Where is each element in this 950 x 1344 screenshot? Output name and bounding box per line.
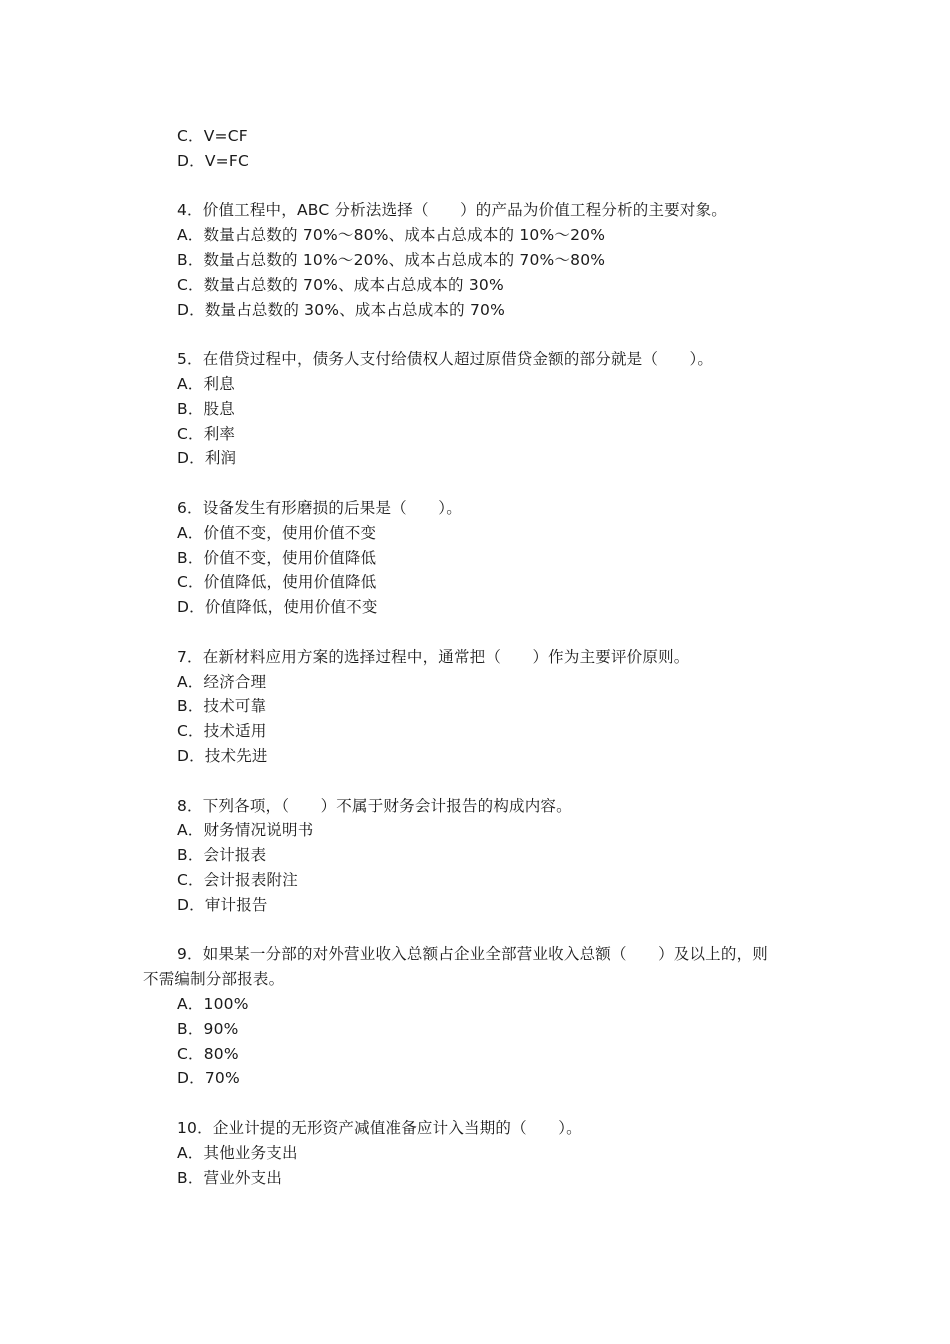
question-line: 4．价值工程中，ABC 分析法选择（ ）的产品为价值工程分析的主要对象。 (177, 201, 727, 219)
option-line: C．利率 (177, 425, 236, 443)
option-line: B．90% (177, 1020, 239, 1038)
question-line: 8．下列各项，（ ）不属于财务会计报告的构成内容。 (177, 797, 572, 815)
option-line: B．数量占总数的 10%～20%、成本占总成本的 70%～80% (177, 251, 606, 269)
question-line: 7．在新材料应用方案的选择过程中，通常把（ ）作为主要评价原则。 (177, 648, 690, 666)
option-line: D．审计报告 (177, 896, 268, 914)
option-line: C．数量占总数的 70%、成本占总成本的 30% (177, 276, 504, 294)
option-line: D．70% (177, 1069, 240, 1087)
option-line: C．价值降低，使用价值降低 (177, 573, 377, 591)
option-line: A．数量占总数的 70%～80%、成本占总成本的 10%～20% (177, 226, 606, 244)
option-line: C．会计报表附注 (177, 871, 298, 889)
option-line: B．技术可靠 (177, 697, 267, 715)
question-line: 10．企业计提的无形资产减值准备应计入当期的（ ）。 (177, 1119, 582, 1137)
option-line: D．利润 (177, 449, 237, 467)
option-line: A．利息 (177, 375, 235, 393)
option-line: A．财务情况说明书 (177, 821, 314, 839)
option-line: A．其他业务支出 (177, 1144, 298, 1162)
option-line: D．价值降低，使用价值不变 (177, 598, 378, 616)
option-line: D．V=FC (177, 152, 249, 170)
option-line: D．数量占总数的 30%、成本占总成本的 70% (177, 301, 505, 319)
question-line-continued: 不需编制分部报表。 (143, 970, 285, 988)
option-line: D．技术先进 (177, 747, 268, 765)
question-line: 5．在借贷过程中，债务人支付给债权人超过原借贷金额的部分就是（ ）。 (177, 350, 714, 368)
option-line: B．会计报表 (177, 846, 267, 864)
option-line: A．价值不变，使用价值不变 (177, 524, 377, 542)
option-line: C．技术适用 (177, 722, 267, 740)
option-line: C．V=CF (177, 127, 248, 145)
question-line: 6．设备发生有形磨损的后果是（ ）。 (177, 499, 462, 517)
option-line: B．营业外支出 (177, 1169, 283, 1187)
option-line: B．价值不变，使用价值降低 (177, 549, 377, 567)
option-line: A．100% (177, 995, 249, 1013)
question-line: 9．如果某一分部的对外营业收入总额占企业全部营业收入总额（ ）及以上的，则 (177, 945, 768, 963)
option-line: B．股息 (177, 400, 235, 418)
option-line: A．经济合理 (177, 673, 267, 691)
option-line: C．80% (177, 1045, 239, 1063)
